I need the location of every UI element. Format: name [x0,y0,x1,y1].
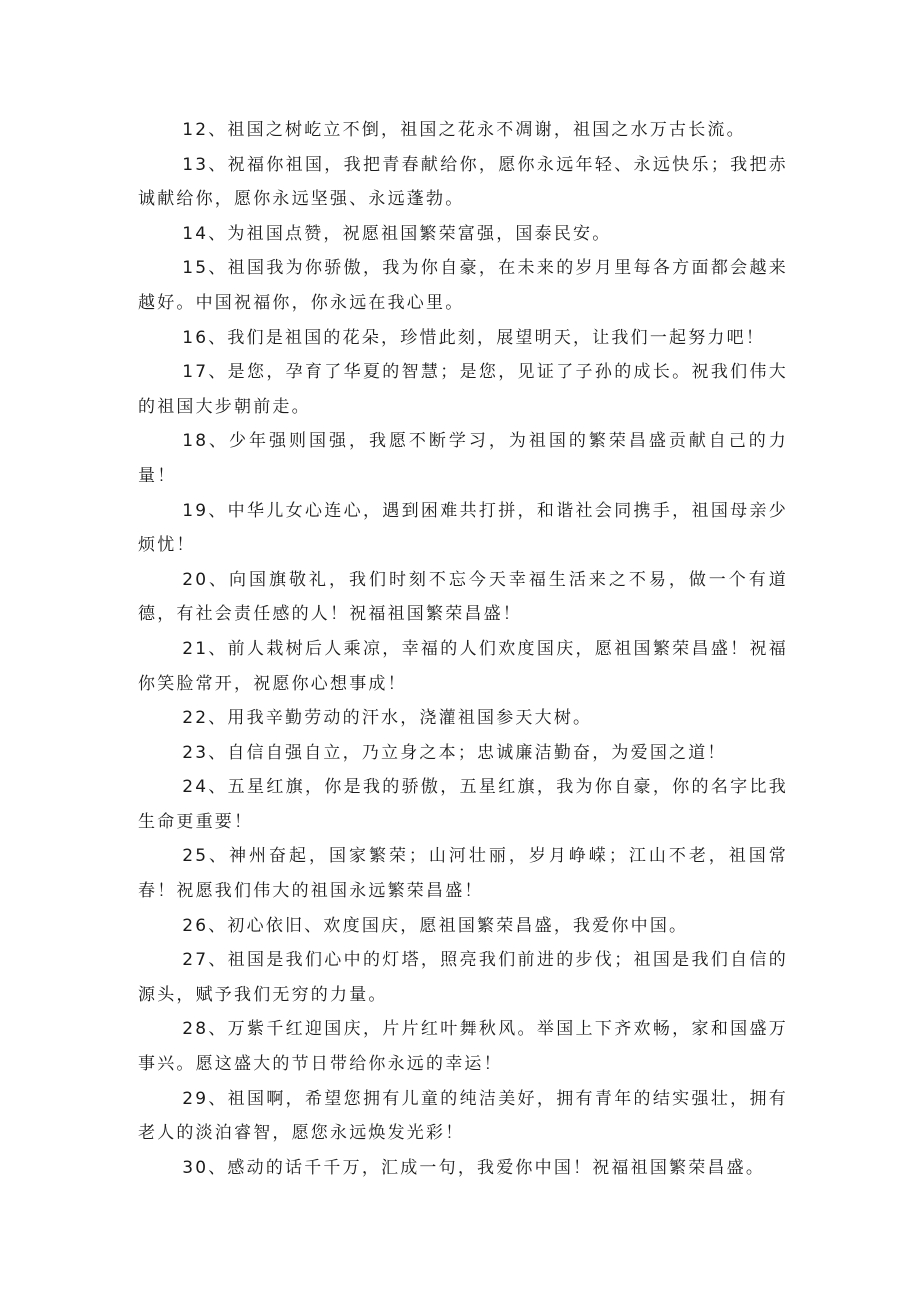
paragraph-22: 22、用我辛勤劳动的汗水，浇灌祖国参天大树。 [182,708,593,729]
paragraph-30: 30、感动的话千千万，汇成一句，我爱你中国！祝福祖国繁荣昌盛。 [182,1157,766,1178]
paragraph-26: 26、初心依旧、欢度国庆，愿祖国繁荣昌盛，我爱你中国。 [182,915,689,936]
paragraph-24: 24、五星红旗，你是我的骄傲，五星红旗，我为你自豪，你的名字比我生命更重要！ [138,777,788,832]
paragraph-25: 25、神州奋起，国家繁荣；山河壮丽，岁月峥嵘；江山不老，祖国常春！祝愿我们伟大的祖国永远繁荣昌盛！ [138,846,788,902]
paragraph-27: 27、祖国是我们心中的灯塔，照亮我们前进的步伐；祖国是我们自信的源头，赋予我们无穷的力量。 [138,950,788,1005]
paragraph-21: 21、前人栽树后人乘凉，幸福的人们欢度国庆，愿祖国繁荣昌盛！祝福你笑脸常开，祝愿你心想事成！ [138,638,788,694]
paragraph-28: 28、万紫千红迎国庆，片片红叶舞秋风。举国上下齐欢畅，家和国盛万事兴。愿这盛大的节日带给你永远的幸运！ [138,1019,788,1075]
paragraph-17: 17、是您，孕育了华夏的智慧；是您，见证了子孙的成长。祝我们伟大的祖国大步朝前走。 [138,362,788,417]
document-body [138,113,788,1185]
paragraph-20: 20、向国旗敬礼，我们时刻不忘今天幸福生活来之不易，做一个有道德，有社会责任感的人！祝福祖国繁荣昌盛！ [138,569,788,625]
paragraph-14: 14、为祖国点赞，祝愿祖国繁荣富强，国泰民安。 [182,223,612,244]
paragraph-15: 15、祖国我为你骄傲，我为你自豪，在未来的岁月里每各方面都会越来越好。中国祝福你，你永远在我心里。 [138,258,788,313]
paragraph-19: 19、中华儿女心连心，遇到困难共打拼，和谐社会同携手，祖国母亲少烦忧！ [138,500,788,556]
paragraph-29: 29、祖国啊，希望您拥有儿童的纯洁美好，拥有青年的结实强壮，拥有老人的淡泊睿智，愿您永远焕发光彩！ [138,1088,788,1144]
paragraph-23: 23、自信自强自立，乃立身之本；忠诚廉洁勤奋，为爱国之道！ [182,742,727,763]
paragraph-16: 16、我们是祖国的花朵，珍惜此刻，展望明天，让我们一起努力吧！ [182,327,766,348]
paragraph-18: 18、少年强则国强，我愿不断学习，为祖国的繁荣昌盛贡献自己的力量！ [138,431,788,486]
paragraph-12: 12、祖国之树屹立不倒，祖国之花永不凋谢，祖国之水万古长流。 [182,120,746,140]
paragraph-13: 13、祝福你祖国，我把青春献给你，愿你永远年轻、永远快乐；我把赤诚献给你，愿你永远坚强、永远蓬勃。 [138,154,788,210]
